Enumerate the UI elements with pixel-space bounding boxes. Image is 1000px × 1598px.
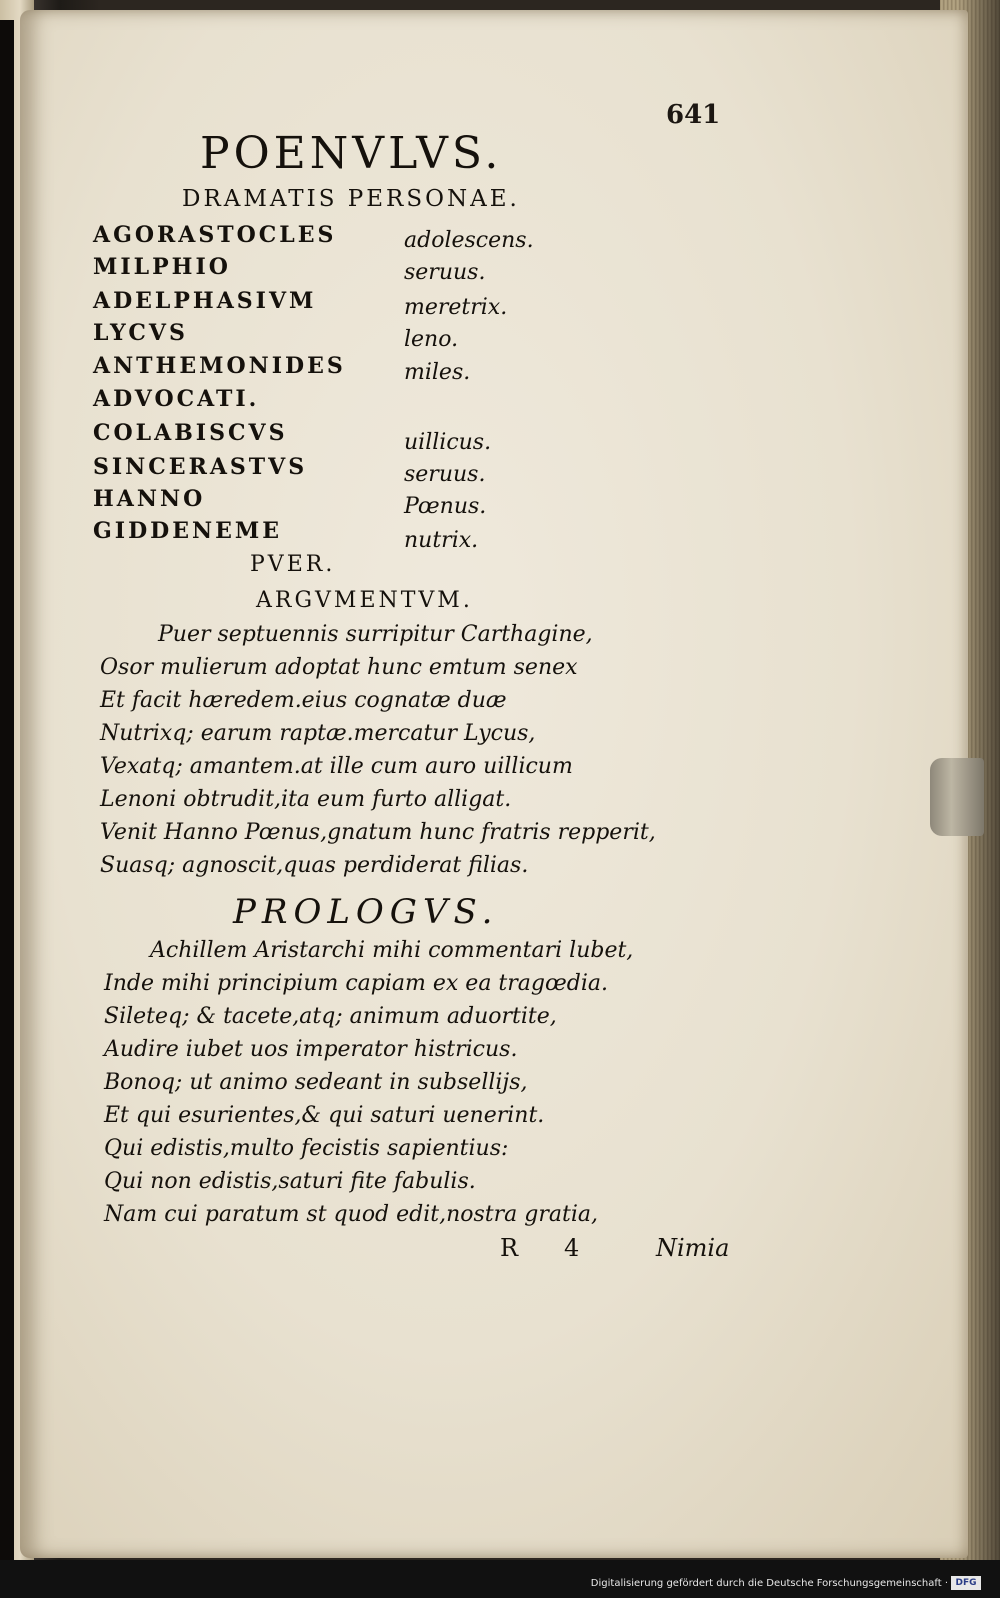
persona-name: ANTHEMONIDES (93, 353, 346, 379)
persona-name: AGORASTOCLES (93, 222, 337, 248)
verse-line: Nam cui paratum st quod edit,nostra gratia, (104, 1202, 598, 1227)
verse-line: Puer septuennis surripitur Carthagine, (158, 622, 593, 647)
persona-role: Pœnus. (404, 494, 487, 519)
persona-role: nutrix. (404, 528, 479, 553)
persona-role: seruus. (404, 462, 486, 487)
persona-name: LYCVS (93, 320, 188, 346)
persona-name: ADELPHASIVM (93, 288, 317, 314)
verse-line: Sileteq; & tacete,atq; animum aduortite, (104, 1004, 557, 1029)
persona-name: COLABISCVS (93, 420, 288, 446)
verse-line: Achillem Aristarchi mihi commentari lubet, (150, 938, 634, 963)
persona-name: GIDDENEME (93, 518, 283, 544)
verse-line: Osor mulierum adoptat hunc emtum senex (100, 655, 578, 680)
verse-line: Et qui esurientes,& qui saturi uenerint. (104, 1103, 545, 1128)
persona-role: seruus. (404, 260, 486, 285)
signature-number: 4 (564, 1234, 580, 1262)
verse-line: Qui non edistis,saturi fite fabulis. (104, 1169, 476, 1194)
book-clasp (930, 758, 984, 836)
verse-line: Suasq; agnoscit,quas perdiderat filias. (100, 853, 529, 878)
verse-line: Vexatq; amantem.at ille cum auro uillicum (100, 754, 573, 779)
persona-role: adolescens. (404, 228, 534, 253)
verse-line: Inde mihi principium capiam ex ea tragœdia. (104, 971, 608, 996)
persona-role: leno. (404, 327, 459, 352)
credit-text: Digitalisierung gefördert durch die Deutsche Forschungsgemeinschaft · (590, 1578, 948, 1589)
persona-role: uillicus. (404, 430, 492, 455)
play-title: POENVLVS. (200, 128, 503, 179)
verse-line: Bonoq; ut animo sedeant in subsellijs, (104, 1070, 528, 1095)
page-number: 641 (666, 100, 721, 130)
verse-line: Nutrixq; earum raptæ.mercatur Lycus, (100, 721, 536, 746)
puer-entry: PVER. (250, 552, 336, 577)
verse-line: Lenoni obtrudit,ita eum furto alligat. (100, 787, 512, 812)
binding-shadow (0, 20, 14, 1560)
persona-role: miles. (404, 360, 471, 385)
verse-line: Et facit hæredem.eius cognatæ duæ (100, 688, 507, 713)
persona-name: HANNO (93, 486, 206, 512)
dramatis-personae-heading: DRAMATIS PERSONAE. (182, 186, 520, 212)
verse-line: Venit Hanno Pœnus,gnatum hunc fratris repperit, (100, 820, 656, 845)
prologus-heading: PROLOGVS. (233, 892, 499, 932)
catchword: Nimia (656, 1234, 730, 1262)
persona-name: SINCERASTVS (93, 454, 308, 480)
persona-role: meretrix. (404, 295, 508, 320)
argumentum-heading: ARGVMENTVM. (256, 588, 473, 613)
persona-name: MILPHIO (93, 254, 231, 280)
dfg-logo: DFG (951, 1576, 981, 1590)
verse-line: Audire iubet uos imperator histricus. (104, 1037, 518, 1062)
verse-line: Qui edistis,multo fecistis sapientius: (104, 1136, 509, 1161)
signature-mark: R (500, 1234, 519, 1262)
persona-name: ADVOCATI. (93, 386, 260, 412)
